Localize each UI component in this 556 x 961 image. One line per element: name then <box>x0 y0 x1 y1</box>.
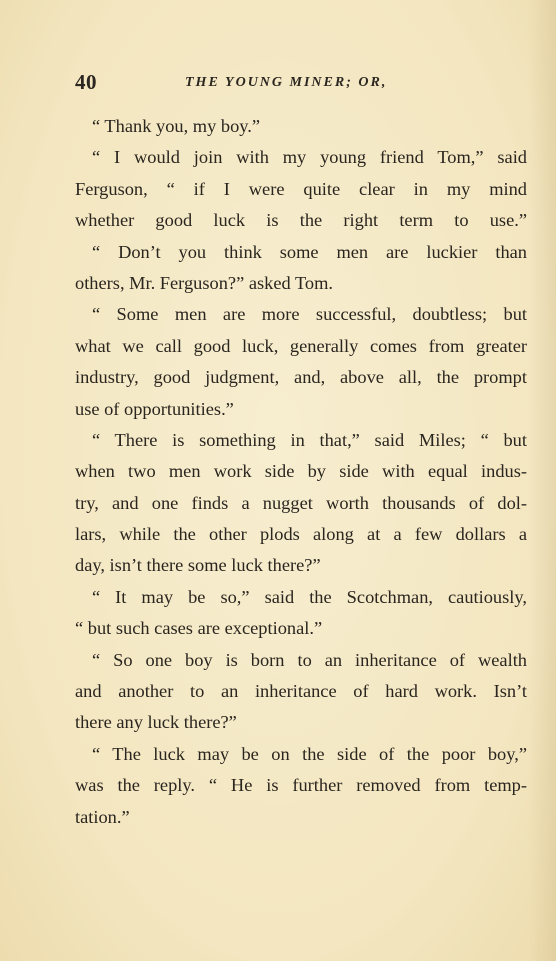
text-line: when two men work side by side with equal indus- <box>75 461 527 482</box>
text-line: industry, good judgment, and, above all, the prompt <box>75 367 527 388</box>
text-line: tation.” <box>75 806 130 827</box>
text-line: Ferguson, “ if I were quite clear in my mind <box>75 178 527 199</box>
text-line: “ It may be so,” said the Scotchman, cautiously, <box>92 586 527 607</box>
text-line: “ Thank you, my boy.” <box>92 116 261 136</box>
page-number: 40 <box>75 70 97 94</box>
running-head: THE YOUNG MINER; OR, <box>185 75 388 90</box>
text-line: “ Some men are more successful, doubtless; but <box>92 304 527 325</box>
text-line: and another to an inheritance of hard work. Isn’t <box>75 681 527 702</box>
text-line: “ but such cases are exceptional.” <box>75 618 323 639</box>
text-line: “ I would join with my young friend Tom,” said <box>92 147 527 168</box>
page-edge-shadow <box>528 0 556 961</box>
page-header <box>75 70 527 100</box>
text-line: “ So one boy is born to an inheritance of wealth <box>92 649 527 670</box>
text-line: there any luck there?” <box>75 712 237 733</box>
text-line: lars, while the other plods along at a few dollars a <box>75 524 527 545</box>
text-line: use of opportunities.” <box>75 398 234 419</box>
text-line: “ There is something in that,” said Miles; “ but <box>92 429 527 450</box>
body-text <box>75 111 527 833</box>
text-line: was the reply. “ He is further removed from temp- <box>75 775 527 796</box>
text-line: what we call good luck, generally comes from greater <box>75 335 527 356</box>
text-line: try, and one finds a nugget worth thousands of dol- <box>75 492 527 513</box>
text-line: day, isn’t there some luck there?” <box>75 555 321 576</box>
text-line: “ Don’t you think some men are luckier than <box>92 241 527 262</box>
text-line: whether good luck is the right term to use.” <box>75 210 527 231</box>
text-line: “ The luck may be on the side of the poor boy,” <box>92 743 527 764</box>
text-line: others, Mr. Ferguson?” asked Tom. <box>75 272 334 293</box>
